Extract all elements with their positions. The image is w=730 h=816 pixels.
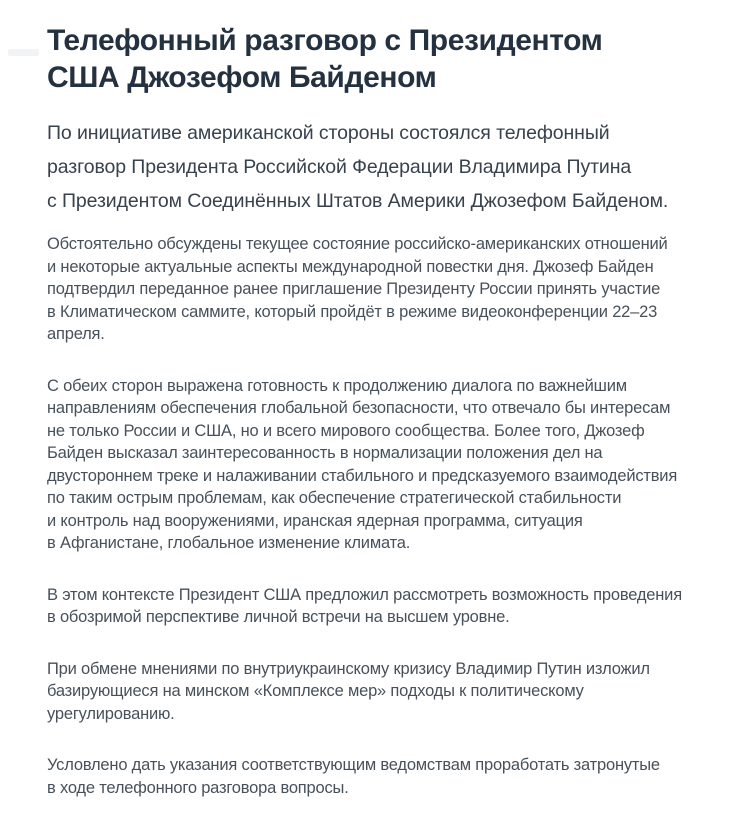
paragraph: Обстоятельно обсуждены текущее состояние российско-американских отношений и некоторые актуальные аспекты международной повестки дня. Джозеф Байден подтвердил переданное ранее приглашение Президенту России принять участие в Климатическом саммите, который пройдёт в режиме видеоконференции 22–23 апреля. — [47, 235, 668, 343]
paragraph: В этом контексте Президент США предложил рассмотреть возможность проведения в обозримой перспективе личной встречи на высшем уровне. — [47, 585, 682, 626]
paragraph: При обмене мнениями по внутриукраинскому кризису Владимир Путин изложил базирующиеся на минском «Комплексе мер» подходы к политическому урегулированию. — [47, 659, 650, 723]
article-title: Телефонный разговор с Президентом США Джозефом Байденом — [47, 24, 603, 94]
paragraph: С обеих сторон выражена готовность к продолжению диалога по важнейшим направлениям обеспечения глобальной безопасности, что отвечало бы интересам не только России и США, но и всего мирового сообщества. Более того, Джозеф Байден высказал заинтересованность в нормализации положения дел на двустороннем треке и налаживании стабильного и предсказуемого взаимодействия по таким острым проблемам, как обеспечение стратегической стабильности и контроль над вооружениями, иранская ядерная программа, ситуация в Афганистане, глобальное изменение климата. — [47, 376, 678, 552]
paragraph: Условлено дать указания соответствующим ведомствам проработать затронутые в ходе телефонного разговора вопросы. — [47, 756, 660, 797]
lead-paragraph: По инициативе американской стороны состоялся телефонный разговор Президента Российской Федерации Владимира Путина с Президентом Соединённых Штатов Америки Джозефом Байденом. — [47, 122, 669, 212]
